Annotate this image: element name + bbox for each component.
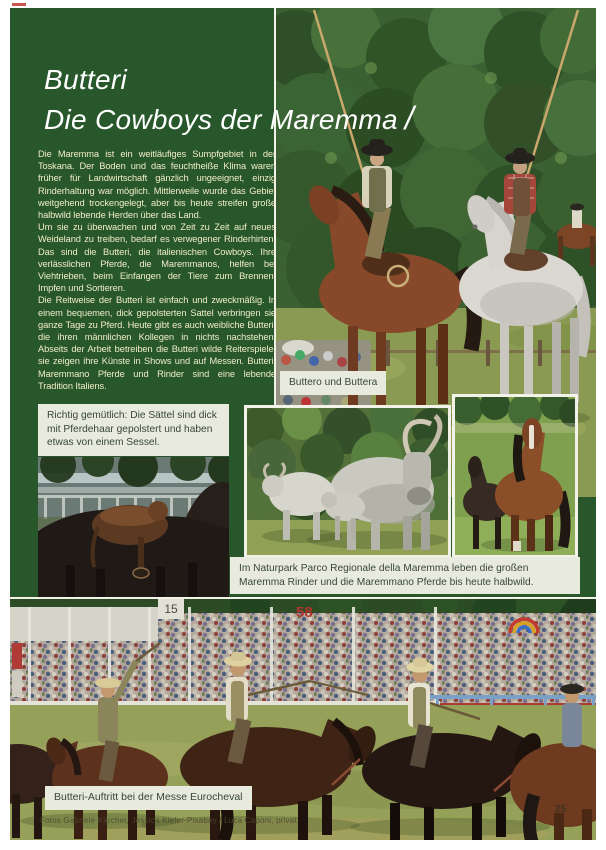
paragraph-maremma: Die Maremma ist ein weitläufiges Sumpfgebiet in der Toskana. Der Boden und das feuchtheiße Klima waren früher für Landwirtschaft gänzlich ungeeignet, einzig Rinderhaltung war möglich. Mittlerweile wurde das Gebiet weitgehend trockengelegt, aber bis heute streifen große halbwild lebende Herden über das Land. <box>38 149 276 221</box>
photo-maremmano-horses-illustration <box>455 397 575 555</box>
magazine-page <box>10 8 596 840</box>
arena-sign-58: 58 <box>296 604 313 621</box>
article-title-line1: Butteri <box>44 64 128 95</box>
caption-naturpark: Im Naturpark Parco Regionale della Maremma leben die großen Maremma Rinder und die Maremmano Pferde bis heute halbwild. <box>230 557 580 594</box>
photo-saddle <box>38 457 229 607</box>
photo-saddle-illustration <box>38 457 229 605</box>
article-title <box>44 60 414 139</box>
photo-maremma-cattle <box>244 405 451 558</box>
caption-saddle: Richtig gemütlich: Die Sättel sind dick mit Pferdehaar gepolstert und haben etwas von einem Sessel. <box>38 404 229 456</box>
photo-credits: Fotos Gabriele Kärcher, Jessica Kiefer-Pixabay / Luca Caponi, privat <box>40 816 297 825</box>
arena-sign-15: 15 <box>164 602 178 616</box>
paragraph-reitweise: Die Reitweise der Butteri ist einfach und zweckmäßig. In einem bequemen, dick gepolsterten Sattel verbringen sie ganze Tage zu Pferd. Heute gibt es auch weibliche Butteri, die ihren männlichen Kollegen in nichts nachstehen. Abseits der Arbeit betreiben die Butteri wilde Reiterspiele, sie zeigen ihre Künste in Shows und auf Messen. Butteri, Maremmano Pferde und Rinder sind eine lebende Tradition Italiens. <box>38 295 276 391</box>
caption-buttero-und-buttera: Buttero und Buttera <box>280 371 386 395</box>
title-slash-decoration: / <box>404 100 415 136</box>
photo-maremma-cattle-illustration <box>247 408 448 555</box>
article-body-text <box>38 148 276 406</box>
print-registration-mark <box>12 3 26 6</box>
photo-maremmano-horses <box>452 394 578 558</box>
article-title-line2: Die Cowboys der Maremma / <box>44 100 415 136</box>
page-number: 25 <box>555 804 567 815</box>
paragraph-butteri: Um sie zu überwachen und von Zeit zu Zeit auf neues Weideland zu treiben, bedarf es verwegener Rinderhirten. Das sind die Butteri, die italienischen Cowboys. Ihre verlässlichen Pferde, die Maremmanos, helfen bei Viehtrieben, beim Einfangen der Tiere zum Brennen, Impfen und Sortieren. <box>38 222 276 294</box>
caption-eurocheval: Butteri-Auftritt bei der Messe Eurocheval <box>45 786 252 810</box>
